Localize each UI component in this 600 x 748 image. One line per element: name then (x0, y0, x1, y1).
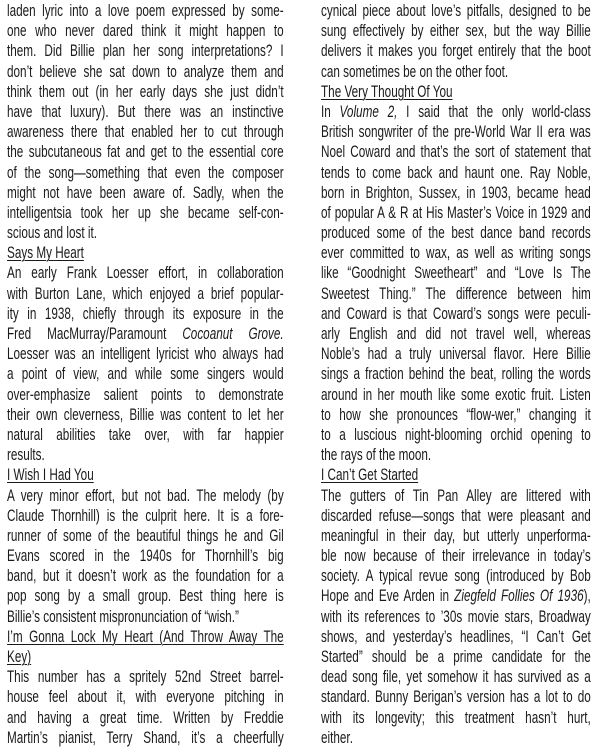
text-line: house feel about it, with everyone pitching in (7, 687, 284, 707)
text-line: meaningful in their day, but utterly unperforma- (321, 525, 591, 545)
heading-text: Says My Heart (7, 243, 84, 263)
text-line: the rays of the moon. (321, 445, 432, 465)
text-line: Fred MacMurray/Paramount Cocoanut Grove. (7, 324, 284, 343)
text-line: British songwriter of the pre-World War II era was (321, 122, 591, 142)
text-paragraph (7, 1, 284, 243)
text-line: shows, and yesterday’s headlines, “I Can’t Get (321, 626, 591, 646)
text-line: a point of view, and while some singers would (7, 364, 284, 384)
heading-text: I’m Gonna Lock My Heart (And Throw Away The (7, 626, 284, 646)
text-line: over-emphasize salient points to demonstrate (7, 384, 284, 404)
text-line: This number has a spritely 52nd Street barrel- (7, 667, 284, 687)
text-line: A very minor effort, but not bad. The melody (by (7, 485, 284, 505)
text-line: either. (321, 727, 353, 747)
text-line: ble now because of their irrelevance in today’s (321, 546, 591, 566)
text-line: Billie’s consistent mispronunciation of “wish.” (7, 606, 239, 626)
text-line: don’t believe she sat down to analyze them and (7, 61, 284, 81)
text-line: the subcutaneous fat and get to the essential core (7, 142, 284, 162)
text-line (7, 465, 284, 485)
song-title-heading (7, 465, 284, 485)
text-paragraph (7, 486, 284, 627)
text-line: Started” should be a prime candidate for the (321, 647, 591, 666)
text-line: The gutters of Tin Pan Alley are littered with (321, 485, 591, 505)
text-line: can sometimes be on the other foot. (321, 61, 509, 81)
text-line: think them out (in her early days she just didn’t (7, 81, 284, 101)
text-line: to how she pronounces “flow-wer,” changing it (321, 404, 591, 424)
text-line: and Coward is that Coward’s songs were peculi- (321, 303, 591, 323)
text-paragraph (321, 1, 591, 82)
text-line: band, but it doesn’t work as the foundation for a (7, 566, 284, 586)
text-paragraph (321, 102, 591, 465)
heading-text: Key) (7, 647, 32, 666)
text-line (7, 627, 284, 647)
text-line: Noel Coward and that’s the sort of statement that (321, 142, 591, 162)
text-line: Hope and Eve Arden in Ziegfeld Follies Of 1936), (321, 586, 591, 606)
text-line: society. A typical revue song (introduced by Bob (321, 566, 591, 586)
text-line: Evans scored in the 1940s for Thornhill’s big (7, 546, 284, 566)
text-line: natural abilities take over, with far happier (7, 424, 284, 444)
text-line (321, 465, 591, 485)
text-line: Loesser was an intelligent lyricist who always had (7, 344, 284, 364)
text-line: with its longevity; this treatment hasn’t hurt, (321, 707, 591, 727)
text-line: laden lyric into a love poem expressed by some- (7, 1, 284, 20)
text-line: have that luxury). But there was an instinctive (7, 101, 284, 121)
text-line (321, 82, 591, 102)
heading-text: I Can’t Get Started (321, 465, 419, 485)
text-line: scious and lost it. (7, 223, 97, 243)
song-title-heading (7, 243, 284, 263)
text-line: like “Goodnight Sweetheart” and “Love Is The (321, 263, 591, 283)
song-title-heading (7, 627, 284, 667)
text-paragraph (321, 486, 591, 748)
text-line: awareness there that enabled her to cut through (7, 122, 284, 142)
text-line: An early Frank Loesser effort, in collaboration (7, 263, 284, 283)
text-line: produced some of the best dance band records (321, 223, 591, 243)
heading-text: I Wish I Had You (7, 465, 94, 485)
text-line: sings a fraction behind the beat, rolling the words (321, 364, 591, 384)
text-line (7, 243, 284, 263)
text-line: Claude Thornhill) is the culprit here. It is a fore- (7, 505, 284, 525)
text-line: cynical piece about love’s pitfalls, designed to be (321, 1, 591, 20)
text-paragraph (7, 263, 284, 465)
text-line: to a luscious night-blooming orchid opening to (321, 424, 591, 444)
left-column (7, 1, 284, 748)
right-column (321, 1, 591, 748)
text-line: with its references to ’30s movie stars, Broadway (321, 606, 591, 626)
text-line: with Burton Lane, which enjoyed a brief popular- (7, 283, 284, 303)
text-line: of popular A & R at His Master’s Voice in 1929 and (321, 202, 591, 222)
heading-text: The Very Thought Of You (321, 81, 453, 101)
text-line: tends to come back and haunt one. Ray Noble, (321, 162, 591, 182)
text-line: Noble’s had a truly universal flavor. Here Billie (321, 344, 591, 364)
text-line: sung effectively by either sex, but the way Billie (321, 21, 591, 41)
text-line: discarded refuse—songs that were pleasant and (321, 505, 591, 525)
text-line: standard. Bunny Berigan’s version has a lot to do (321, 687, 591, 707)
text-line: pop song by a small group. Best thing here is (7, 586, 284, 606)
text-line: of the song—something that even the composer (7, 162, 284, 182)
text-line: In Volume 2, I said that the only world-class (321, 101, 591, 121)
text-line: runner of some of the beautiful things he and Gil (7, 525, 284, 545)
text-line: ever committed to wax, as well as writing songs (321, 243, 591, 263)
text-line: arly English and did not travel well, whereas (321, 324, 591, 343)
text-line: them. Did Billie plan her song interpretations? I (7, 41, 284, 61)
text-paragraph (7, 667, 284, 748)
text-line: their own cleverness, Billie was content to let her (7, 404, 284, 424)
text-line: ity in 1938, chiefly through its exposure in the (7, 303, 284, 323)
text-line: Sweetest Thing.” The difference between him (321, 283, 591, 303)
text-line: might not have been aware of. Sadly, when the (7, 182, 284, 202)
text-line: born in Brighton, Sussex, in 1903, became head (321, 182, 591, 202)
song-title-heading (321, 82, 591, 102)
text-line: delivers it makes you forget entirely that the boot (321, 41, 591, 61)
text-line: around in her mouth like some exotic fruit. Listen (321, 384, 591, 404)
text-line: results. (7, 445, 45, 465)
text-line: dead song file, yet somehow it has survived as a (321, 667, 591, 687)
text-line (7, 647, 284, 667)
text-line: and having a great time. Written by Freddie (7, 707, 284, 727)
text-line: intelligentsia took her up she became self-con- (7, 202, 284, 222)
text-line: one who never dared think it might happen to (7, 21, 284, 41)
text-line: Martin’s pianist, Terry Shand, it’s a cheerfully (7, 727, 284, 747)
song-title-heading (321, 465, 591, 485)
